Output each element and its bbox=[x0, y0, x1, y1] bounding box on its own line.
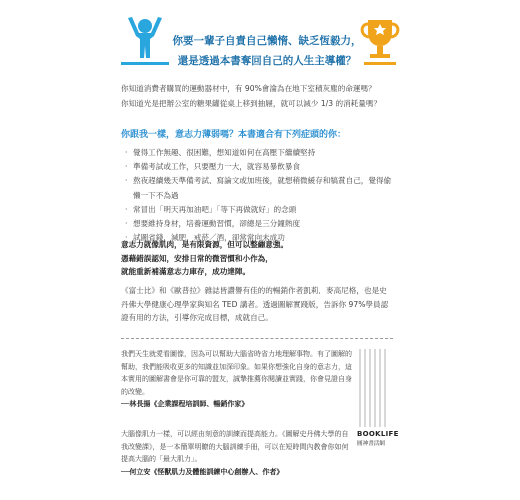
quote-text: 大腦像肌力一樣，可以經由刻意的訓練而提高能力。《圖解史丹佛大學的自我改變課》，是一本簡單明瞭的大腦訓練手冊，可以在短時間內教會你如何提高大腦的「最大肌力」。 bbox=[121, 430, 349, 464]
quote-author: ──何立安《怪獸肌力及體能訓練中心創辦人、作者》 bbox=[121, 467, 284, 476]
quote-text: 我們天生就愛看圖像，因為可以幫助大腦省時省力地理解事物。有了圖解的幫助，我們能吸收更多的知識並加深印象。如果你想強化自身的意志力，這本實用的圖解書會是你可靠的盟友，誠摯推薦你閱讀並實踐，你會見證自身的改變。 bbox=[121, 350, 352, 396]
symptom-list bbox=[125, 146, 395, 245]
endorsement-quote-2 bbox=[121, 428, 353, 478]
key-message-line: 意志力就像肌肉，是有限資源，但可以整繃意強。 bbox=[121, 240, 289, 249]
key-message-line: 就能重新補滿意志力庫存，成功達陣。 bbox=[121, 267, 251, 277]
headline-line-1: 你要一輩子自責自己懶惰、缺乏恆毅力， bbox=[172, 35, 362, 47]
decorative-stripes bbox=[359, 349, 389, 427]
dashed-divider bbox=[121, 338, 393, 339]
intro-paragraph-2: 你知道光是把辦公室的糖果罐從桌上移到抽屜，就可以減少 1/3 的消耗量嗎？ bbox=[121, 99, 382, 108]
quote-author: ──林長揚《企業課程培訓師、暢銷作家》 bbox=[121, 400, 249, 409]
intro-paragraph-1: 你知道消費者購買的運動器材中，有 90%會淪為在地下室積灰塵的命運嗎？ bbox=[121, 84, 376, 93]
trophy-icon bbox=[356, 16, 404, 70]
list-item: ‧ 熬夜趕續幾天準備考試、寫論文或加班後，就想稍微緩存和犒賞自己，覺得偷懶一下不為過 bbox=[125, 174, 395, 202]
list-item: ‧ 試圖省錢，減肥，戒菸／酒，卻常常向未成功 bbox=[125, 231, 395, 245]
publisher-logo-text: BOOKLIFE bbox=[357, 430, 399, 438]
headline-line-2: 還是透過本書奪回自己的人生主導權？ bbox=[177, 55, 357, 67]
publisher-logo bbox=[357, 430, 397, 447]
header-banner bbox=[0, 12, 520, 78]
section-title: 你跟我一樣，意志力薄弱嗎？本書適合有下列症頭的你： bbox=[121, 130, 347, 140]
list-item: ‧ 覺得工作無趣、很困難，想知道如何在高壓下繼續堅持 bbox=[125, 146, 395, 160]
book-description: 《富士比》和《歐普拉》雜誌皆讚譽有佳的的暢銷作者凱莉．麥高尼格，也是史丹佛大學健康心理學家與知名 TED 講者。透過圖解實踐版，告訴你 97%學員認證有用的方法，引導你完成目標，成就自己。 bbox=[121, 286, 389, 323]
publisher-name: 圓神書活網 bbox=[357, 441, 385, 447]
list-item: ‧ 常冒出「明天再加油吧」「等下再做就好」的念頭 bbox=[125, 203, 395, 217]
list-item: ‧ 想要維持身材，培養運動習慣，卻總是三分鐘熱度 bbox=[125, 217, 395, 231]
key-message bbox=[121, 238, 393, 279]
list-item: ‧ 準備考試或工作，只要壓力一大，就容易暴飲暴食 bbox=[125, 160, 395, 174]
endorsement-quote-1 bbox=[121, 348, 353, 411]
key-message-line: 憑藉錯誤認知，安排日常的微習慣和小作為， bbox=[121, 253, 273, 263]
